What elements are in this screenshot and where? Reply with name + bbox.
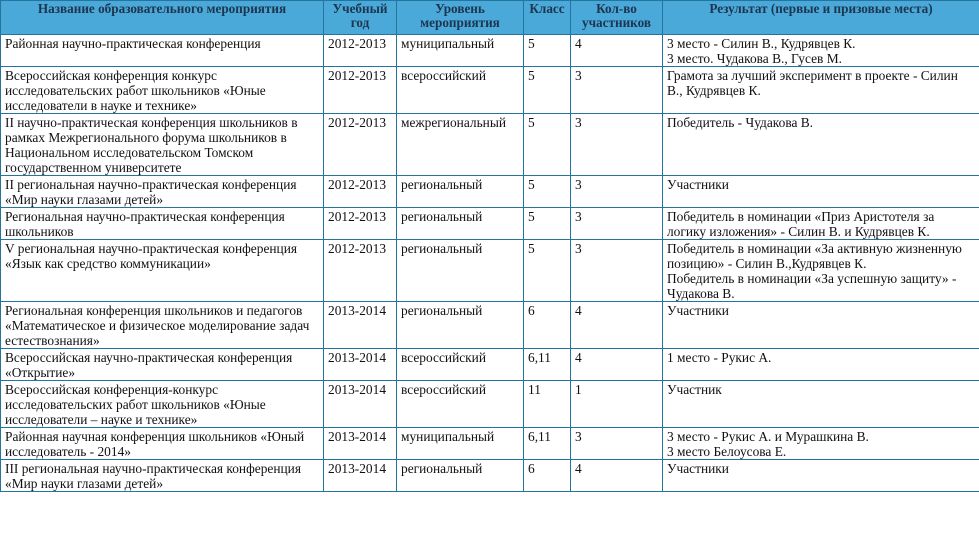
cell-result bbox=[663, 302, 979, 349]
table-row bbox=[1, 349, 979, 381]
result-line: 3 место Белоусова Е. bbox=[667, 444, 787, 459]
result-line: Победитель - Чудакова В. bbox=[667, 115, 814, 130]
cell-result bbox=[663, 381, 979, 428]
cell-participants: 3 bbox=[571, 114, 663, 176]
header-row bbox=[1, 1, 979, 35]
cell-year: 2012-2013 bbox=[324, 35, 397, 67]
cell-event-name: Всероссийская конференция конкурс исследовательских работ школьников «Юные исследователи в науке и технике» bbox=[1, 67, 324, 114]
cell-event-name: Всероссийская конференция-конкурс исследовательских работ школьников «Юные исследователи – науке и технике» bbox=[1, 381, 324, 428]
cell-event-name: III региональная научно-практическая конференция «Мир науки глазами детей» bbox=[1, 460, 324, 492]
cell-class: 5 bbox=[524, 114, 571, 176]
result-line: Участники bbox=[667, 461, 729, 476]
cell-class: 6,11 bbox=[524, 428, 571, 460]
cell-participants: 3 bbox=[571, 428, 663, 460]
cell-result bbox=[663, 208, 979, 240]
cell-class: 5 bbox=[524, 208, 571, 240]
cell-year: 2012-2013 bbox=[324, 114, 397, 176]
cell-participants: 1 bbox=[571, 381, 663, 428]
header-result: Результат (первые и призовые места) bbox=[663, 1, 979, 35]
cell-year: 2012-2013 bbox=[324, 67, 397, 114]
cell-level: муниципальный bbox=[397, 428, 524, 460]
cell-class: 6 bbox=[524, 460, 571, 492]
cell-year: 2013-2014 bbox=[324, 460, 397, 492]
result-line: 3 место - Силин В., Кудрявцев К. bbox=[667, 36, 856, 51]
cell-participants: 3 bbox=[571, 240, 663, 302]
cell-level: региональный bbox=[397, 208, 524, 240]
cell-level: муниципальный bbox=[397, 35, 524, 67]
cell-class: 5 bbox=[524, 176, 571, 208]
cell-year: 2012-2013 bbox=[324, 176, 397, 208]
cell-event-name: II научно-практическая конференция школьников в рамках Межрегионального форума школьников в Национальном исследовательском Томском государственном университете bbox=[1, 114, 324, 176]
table-row bbox=[1, 67, 979, 114]
cell-participants: 4 bbox=[571, 302, 663, 349]
cell-participants: 4 bbox=[571, 460, 663, 492]
table-body bbox=[1, 35, 979, 492]
result-line: Участники bbox=[667, 177, 729, 192]
table-row bbox=[1, 302, 979, 349]
result-line: 1 место - Рукис А. bbox=[667, 350, 772, 365]
cell-event-name: Районная научно-практическая конференция bbox=[1, 35, 324, 67]
cell-level: межрегиональный bbox=[397, 114, 524, 176]
cell-result bbox=[663, 67, 979, 114]
cell-level: региональный bbox=[397, 240, 524, 302]
cell-year: 2012-2013 bbox=[324, 240, 397, 302]
result-line: Участники bbox=[667, 303, 729, 318]
cell-level: всероссийский bbox=[397, 381, 524, 428]
result-line: 3 место - Рукис А. и Мурашкина В. bbox=[667, 429, 869, 444]
table-row bbox=[1, 240, 979, 302]
cell-result bbox=[663, 240, 979, 302]
cell-level: всероссийский bbox=[397, 349, 524, 381]
table-row bbox=[1, 114, 979, 176]
cell-result bbox=[663, 428, 979, 460]
table-row bbox=[1, 381, 979, 428]
cell-participants: 3 bbox=[571, 67, 663, 114]
header-participants: Кол-во участников bbox=[571, 1, 663, 35]
cell-level: всероссийский bbox=[397, 67, 524, 114]
cell-class: 5 bbox=[524, 35, 571, 67]
cell-result bbox=[663, 35, 979, 67]
cell-participants: 4 bbox=[571, 35, 663, 67]
cell-result bbox=[663, 114, 979, 176]
cell-year: 2013-2014 bbox=[324, 428, 397, 460]
cell-event-name: Районная научная конференция школьников «Юный исследователь - 2014» bbox=[1, 428, 324, 460]
cell-year: 2012-2013 bbox=[324, 208, 397, 240]
cell-event-name: II региональная научно-практическая конференция «Мир науки глазами детей» bbox=[1, 176, 324, 208]
result-line: 3 место. Чудакова В., Гусев М. bbox=[667, 51, 842, 66]
cell-class: 11 bbox=[524, 381, 571, 428]
cell-participants: 3 bbox=[571, 208, 663, 240]
cell-participants: 4 bbox=[571, 349, 663, 381]
header-level: Уровень мероприятия bbox=[397, 1, 524, 35]
cell-participants: 3 bbox=[571, 176, 663, 208]
cell-result bbox=[663, 460, 979, 492]
table-row bbox=[1, 460, 979, 492]
cell-level: региональный bbox=[397, 176, 524, 208]
table-row bbox=[1, 35, 979, 67]
cell-event-name: Региональная конференция школьников и педагогов «Математическое и физическое моделирование задач естествознания» bbox=[1, 302, 324, 349]
header-name: Название образовательного мероприятия bbox=[1, 1, 324, 35]
cell-year: 2013-2014 bbox=[324, 381, 397, 428]
table-row bbox=[1, 428, 979, 460]
cell-class: 5 bbox=[524, 67, 571, 114]
cell-class: 5 bbox=[524, 240, 571, 302]
result-line: Участник bbox=[667, 382, 722, 397]
result-line: Победитель в номинации «За успешную защиту» - Чудакова В. bbox=[667, 271, 957, 301]
cell-year: 2013-2014 bbox=[324, 349, 397, 381]
cell-level: региональный bbox=[397, 302, 524, 349]
table-row bbox=[1, 176, 979, 208]
header-class: Класс bbox=[524, 1, 571, 35]
cell-event-name: Всероссийская научно-практическая конференция «Открытие» bbox=[1, 349, 324, 381]
cell-class: 6,11 bbox=[524, 349, 571, 381]
cell-level: региональный bbox=[397, 460, 524, 492]
result-line: Грамота за лучший эксперимент в проекте - Силин В., Кудрявцев К. bbox=[667, 68, 958, 98]
table-row bbox=[1, 208, 979, 240]
table-header bbox=[1, 1, 979, 35]
cell-result bbox=[663, 349, 979, 381]
result-line: Победитель в номинации «Приз Аристотеля за логику изложения» - Силин В. и Кудрявцев К. bbox=[667, 209, 935, 239]
cell-event-name: V региональная научно-практическая конференция «Язык как средство коммуникации» bbox=[1, 240, 324, 302]
cell-result bbox=[663, 176, 979, 208]
cell-year: 2013-2014 bbox=[324, 302, 397, 349]
cell-class: 6 bbox=[524, 302, 571, 349]
cell-event-name: Региональная научно-практическая конференция школьников bbox=[1, 208, 324, 240]
header-year: Учебный год bbox=[324, 1, 397, 35]
result-line: Победитель в номинации «За активную жизненную позицию» - Силин В.,Кудрявцев К. bbox=[667, 241, 962, 271]
